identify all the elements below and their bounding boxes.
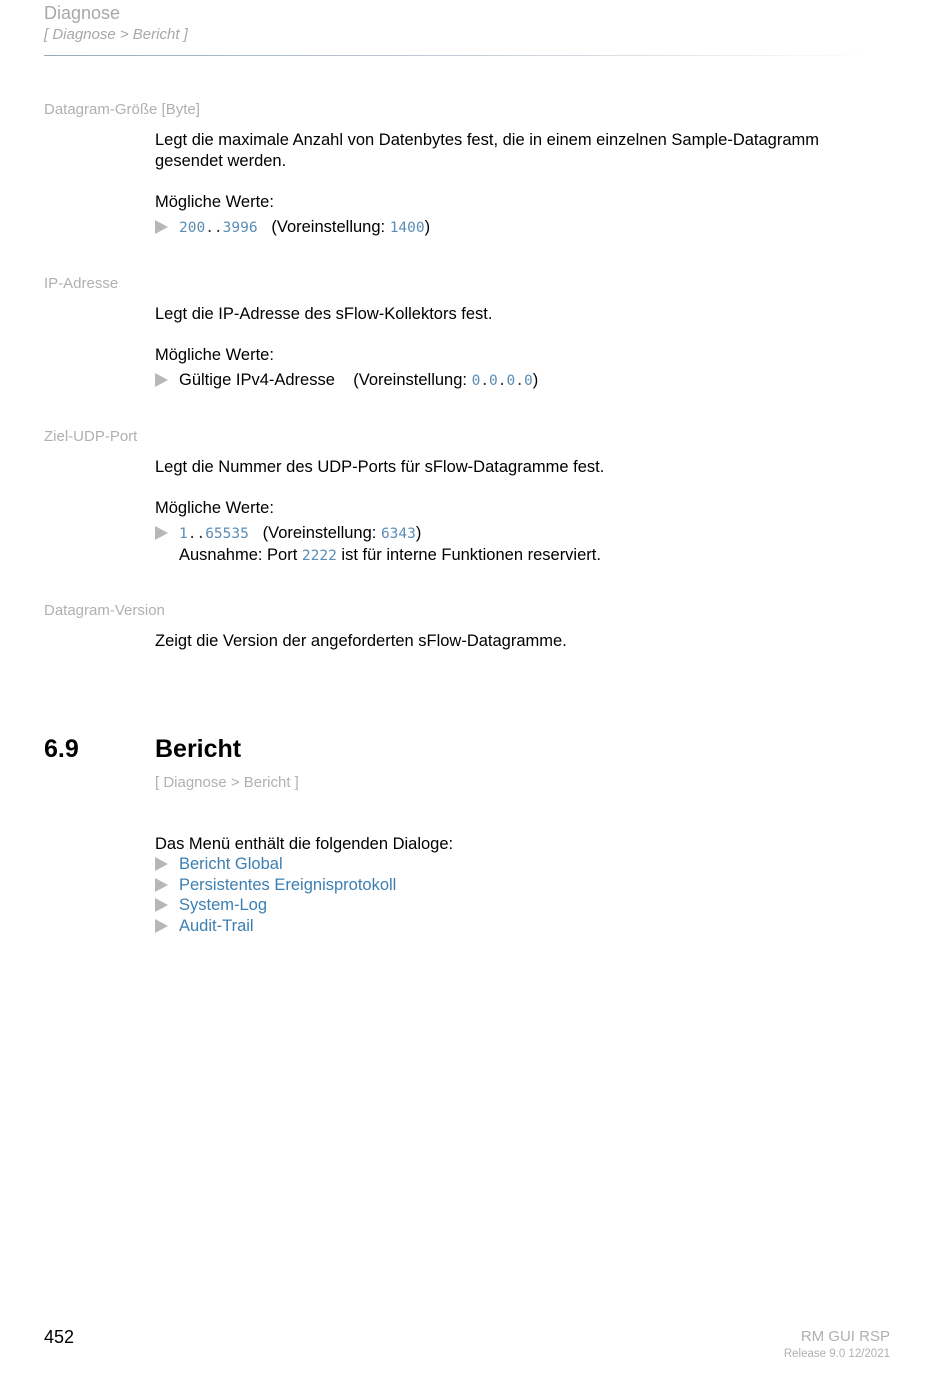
param-name-ip-address: IP-Adresse: [44, 275, 119, 292]
link-audit-trail[interactable]: Audit-Trail: [179, 916, 254, 935]
section-title: Bericht: [155, 735, 242, 763]
link-system-log[interactable]: System-Log: [179, 896, 268, 914]
description-line: gesendet werden.: [155, 151, 287, 170]
section-intro: Das Menü enthält die folgenden Dialoge:: [155, 835, 454, 853]
value-item: 200..3996 (Voreinstellung: 1400): [155, 217, 430, 239]
link-bericht-global[interactable]: Bericht Global: [179, 855, 283, 873]
param-description-datagram-size: [155, 130, 875, 171]
param-name-datagram-version: Datagram-Version: [44, 602, 165, 619]
footer-doc-name: RM GUI RSP: [800, 1328, 890, 1345]
running-header-title: Diagnose: [44, 3, 121, 23]
exception-note: Ausnahme: Port 2222 ist für interne Funktionen reserviert.: [179, 545, 601, 564]
value-range: 1..65535: [179, 526, 249, 542]
param-name-datagram-size: Datagram-Größe [Byte]: [44, 101, 200, 118]
dialog-link-item[interactable]: [155, 875, 396, 896]
section-number: 6.9: [44, 735, 79, 763]
value-item: 1..65535 (Voreinstellung: 6343) Ausnahme: Port 2222 ist für interne Funktionen reserviert.: [155, 523, 601, 566]
param-description-ip-address: Legt die IP-Adresse des sFlow-Kollektors fest.: [155, 305, 493, 323]
value-item: Gültige IPv4-Adresse (Voreinstellung: 0.0.0.0): [155, 370, 538, 392]
section-breadcrumb: [ Diagnose > Bericht ]: [155, 774, 299, 791]
possible-values-label: Mögliche Werte:: [155, 499, 274, 517]
bullet-triangle-icon: [155, 857, 168, 871]
dialog-link-list: [155, 854, 396, 936]
bullet-triangle-icon: [155, 526, 168, 540]
header-divider: [44, 55, 874, 56]
param-description-datagram-version: Zeigt die Version der angeforderten sFlow-Datagramme.: [155, 632, 567, 650]
description-line: Legt die maximale Anzahl von Datenbytes fest, die in einem einzelnen Sample-Datagramm: [155, 131, 820, 149]
possible-values-label: Mögliche Werte:: [155, 193, 274, 211]
footer-release: Release 9.0 12/2021: [783, 1348, 890, 1360]
bullet-triangle-icon: [155, 878, 168, 892]
page-number: 452: [44, 1327, 75, 1347]
bullet-triangle-icon: [155, 373, 168, 387]
param-name-udp-port: Ziel-UDP-Port: [44, 428, 138, 445]
running-header-breadcrumb: [ Diagnose > Bericht ]: [44, 26, 188, 43]
default-ip-value: 0.0.0.0: [471, 373, 533, 389]
dialog-link-item[interactable]: [155, 854, 396, 875]
possible-values-label: Mögliche Werte:: [155, 346, 274, 364]
link-persistentes-ereignisprotokoll[interactable]: Persistentes Ereignisprotokoll: [179, 875, 397, 894]
reserved-port: 2222: [301, 547, 337, 564]
default-value: 1400: [389, 220, 425, 236]
bullet-triangle-icon: [155, 220, 168, 234]
dialog-link-item[interactable]: [155, 916, 396, 937]
bullet-triangle-icon: [155, 919, 168, 933]
dialog-link-item[interactable]: [155, 895, 396, 916]
default-value: 6343: [380, 526, 416, 542]
bullet-triangle-icon: [155, 898, 168, 912]
param-description-udp-port: Legt die Nummer des UDP-Ports für sFlow-Datagramme fest.: [155, 458, 605, 476]
value-range: 200..3996: [179, 220, 258, 236]
